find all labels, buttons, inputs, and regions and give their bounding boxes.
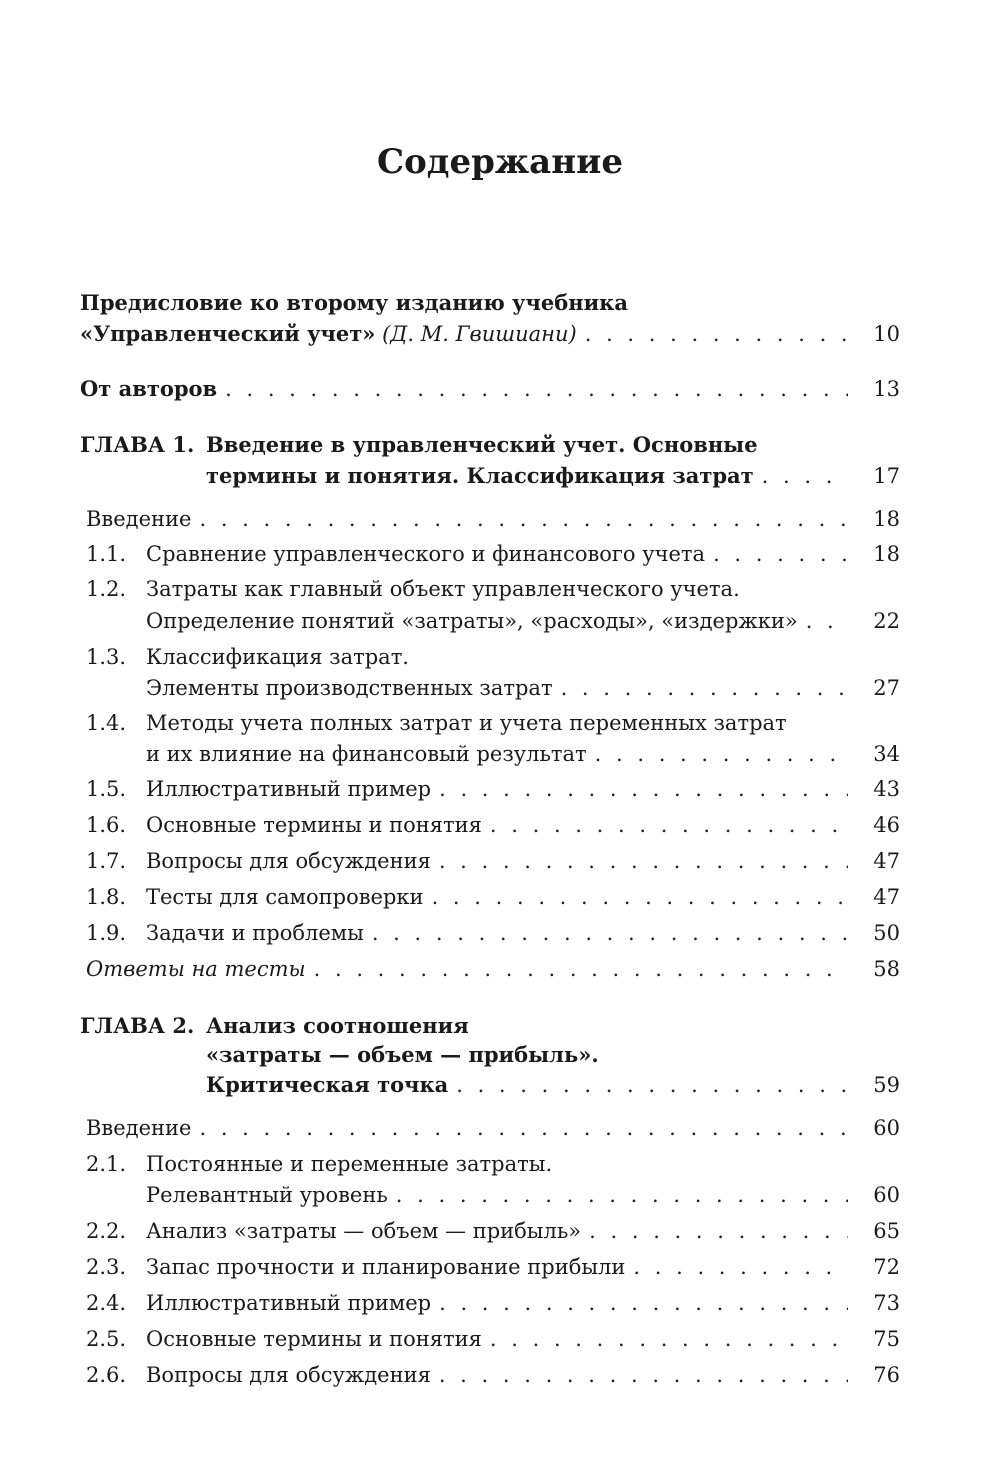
page-number: 13 xyxy=(873,377,900,401)
chapter-2-title-text: Критическая точка xyxy=(206,1072,449,1097)
section-title-text: Сравнение управленческого и финансового учета xyxy=(146,542,706,566)
ch1-intro-line xyxy=(86,502,848,536)
authors-line xyxy=(80,372,848,406)
section-number: 1.3. xyxy=(86,645,127,669)
section-title-text: Анализ «затраты — объем — прибыль» xyxy=(146,1219,582,1243)
section-title xyxy=(146,1214,848,1248)
section-title xyxy=(146,1358,848,1392)
page-number: 10 xyxy=(873,322,900,346)
section-title xyxy=(146,880,848,914)
section-title-line-1: Методы учета полных затрат и учета переменных затрат xyxy=(146,711,787,735)
ch2-intro-line xyxy=(86,1111,848,1145)
page-number: 76 xyxy=(873,1363,900,1387)
page-number: 73 xyxy=(873,1291,900,1315)
section-title xyxy=(146,1286,848,1320)
chapter-2-title-line-3 xyxy=(206,1068,848,1102)
ch2-intro-label: Введение xyxy=(86,1116,192,1140)
page-number: 17 xyxy=(873,464,900,488)
section-title-text: Задачи и проблемы xyxy=(146,921,364,945)
section-title-line-2 xyxy=(146,1178,848,1212)
chapter-1-label: ГЛАВА 1. xyxy=(80,432,195,457)
section-title-text: Основные термины и понятия xyxy=(146,1327,482,1351)
page-number: 75 xyxy=(873,1327,900,1351)
section-number: 1.2. xyxy=(86,577,127,601)
section-title-text: Иллюстративный пример xyxy=(146,1291,432,1315)
page-number: 27 xyxy=(873,676,900,700)
page-number: 18 xyxy=(873,507,900,531)
section-title xyxy=(146,1322,848,1356)
page-number: 60 xyxy=(873,1183,900,1207)
section-number: 2.2. xyxy=(86,1219,127,1243)
section-title-text: Элементы производственных затрат xyxy=(146,676,553,700)
chapter-1-title-text: термины и понятия. Классификация затрат xyxy=(206,463,754,488)
page-number: 47 xyxy=(873,849,900,873)
page-number: 22 xyxy=(873,609,900,633)
section-title-line-2 xyxy=(146,604,848,638)
section-title xyxy=(146,844,848,878)
page-number: 34 xyxy=(873,742,900,766)
section-title-text: Иллюстративный пример xyxy=(146,777,432,801)
section-number: 1.9. xyxy=(86,921,127,945)
section-title-text: Тесты для самопроверки xyxy=(146,885,424,909)
page-number: 58 xyxy=(873,957,900,981)
ch1-intro-label: Введение xyxy=(86,507,192,531)
page-number: 46 xyxy=(873,813,900,837)
section-title-text: Определение понятий «затраты», «расходы», «издержки» xyxy=(146,609,798,633)
section-title xyxy=(146,808,848,842)
page-number: 50 xyxy=(873,921,900,945)
section-number: 2.1. xyxy=(86,1152,127,1176)
section-number: 1.8. xyxy=(86,885,127,909)
page-number: 60 xyxy=(873,1116,900,1140)
preface-line-1: Предисловие ко второму изданию учебника xyxy=(80,290,628,315)
section-title-line-2 xyxy=(146,671,848,705)
chapter-2-label: ГЛАВА 2. xyxy=(80,1013,195,1038)
section-title-text: Запас прочности и планирование прибыли xyxy=(146,1255,626,1279)
section-number: 2.6. xyxy=(86,1363,127,1387)
section-title-line-1: Классификация затрат. xyxy=(146,645,409,669)
page-number: 47 xyxy=(873,885,900,909)
section-title-line-1: Затраты как главный объект управленческого учета. xyxy=(146,577,740,601)
page-number: 43 xyxy=(873,777,900,801)
chapter-2-title-line-2: «затраты — объем — прибыль». xyxy=(206,1042,599,1067)
preface-line-2 xyxy=(80,317,848,351)
chapter-1-title-line-1: Введение в управленческий учет. Основные xyxy=(206,432,758,457)
authors-label: От авторов xyxy=(80,376,218,401)
section-title xyxy=(146,916,848,950)
section-title xyxy=(146,537,848,571)
section-number: 2.5. xyxy=(86,1327,127,1351)
page-number: 72 xyxy=(873,1255,900,1279)
section-title-text: и их влияние на финансовый результат xyxy=(146,742,587,766)
answers-line xyxy=(86,952,848,986)
page-number: 65 xyxy=(873,1219,900,1243)
section-title-text: Основные термины и понятия xyxy=(146,813,482,837)
section-title-line-2 xyxy=(146,737,848,771)
section-title-line-1: Постоянные и переменные затраты. xyxy=(146,1152,553,1176)
section-number: 2.4. xyxy=(86,1291,127,1315)
preface-author: (Д. М. Гвишиани) xyxy=(382,322,577,346)
section-title xyxy=(146,772,848,806)
chapter-1-title-line-2 xyxy=(206,459,848,493)
section-number: 1.6. xyxy=(86,813,127,837)
section-number: 1.5. xyxy=(86,777,127,801)
page-number: 18 xyxy=(873,542,900,566)
preface-book-title: «Управленческий учет» xyxy=(80,321,376,346)
section-title-text: Вопросы для обсуждения xyxy=(146,1363,431,1387)
section-title-text: Вопросы для обсуждения xyxy=(146,849,431,873)
answers-label: Ответы на тесты xyxy=(86,957,306,981)
section-number: 1.7. xyxy=(86,849,127,873)
section-number: 2.3. xyxy=(86,1255,127,1279)
chapter-2-title-line-1: Анализ соотношения xyxy=(206,1013,469,1038)
section-title-text: Релевантный уровень xyxy=(146,1183,388,1207)
section-number: 1.4. xyxy=(86,711,127,735)
section-title xyxy=(146,1250,848,1284)
section-number: 1.1. xyxy=(86,542,127,566)
page-title: Содержание xyxy=(377,142,623,182)
page-number: 59 xyxy=(873,1073,900,1097)
